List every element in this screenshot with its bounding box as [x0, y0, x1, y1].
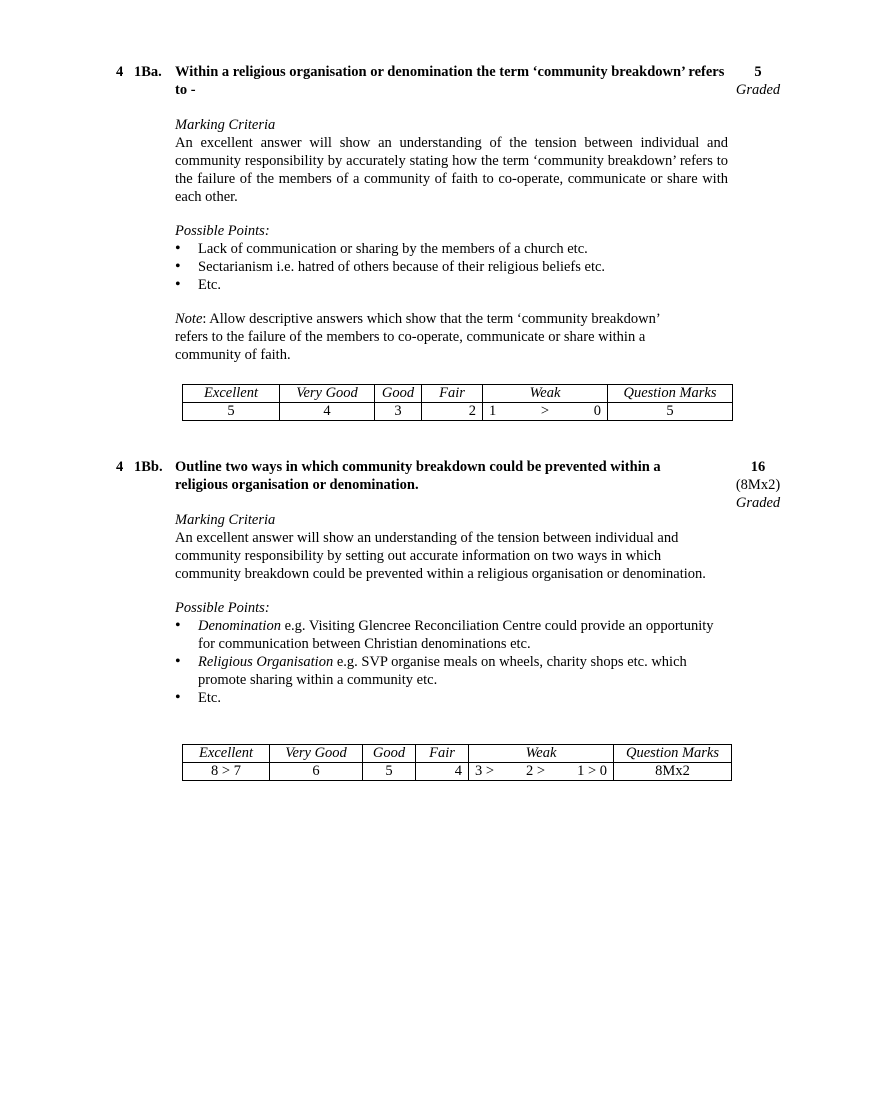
list-item: • Religious Organisation e.g. SVP organise meals on wheels, charity shops etc. which promote sharing within a community etc. [175, 653, 723, 689]
weak-part: 1 [489, 403, 497, 419]
table-header-row [183, 745, 732, 763]
value-good: 5 [363, 763, 416, 781]
weak-part: 0 [593, 403, 601, 419]
list-item: • Lack of communication or sharing by the members of a church etc. [175, 240, 728, 258]
criteria-text: An excellent answer will show an understanding of the tension between individual and community responsibility by setting out accurate information on two ways in which community breakdown could be prevented within a religious organisation or denomination. [175, 530, 706, 582]
note [175, 310, 695, 364]
weak-part: 3 > [475, 763, 495, 779]
question-number: 4 [116, 459, 124, 475]
value-weak [469, 763, 614, 781]
list-item: • Etc. [175, 689, 723, 707]
table-header-row [183, 385, 733, 403]
header-weak: Weak [483, 385, 608, 403]
value-question-marks: 5 [608, 403, 733, 421]
value-fair: 2 [422, 403, 483, 421]
answer-guide-1ba [175, 116, 728, 364]
table-row [183, 403, 733, 421]
header-fair: Fair [416, 745, 469, 763]
list-item: • Denomination e.g. Visiting Glencree Reconciliation Centre could provide an opportunity for communication between Christian denominations etc. [175, 617, 723, 653]
possible-points-list [175, 240, 728, 294]
header-good: Good [375, 385, 422, 403]
marks-total: 5 [754, 64, 762, 80]
grade-table-1ba [182, 384, 733, 421]
possible-points-list [175, 617, 723, 707]
question-title: Within a religious organisation or denomination the term ‘community breakdown’ refers to - [175, 64, 725, 98]
marks-column [728, 458, 788, 512]
weak-part: 2 > [526, 763, 546, 779]
weak-part: > [540, 403, 550, 419]
value-weak [483, 403, 608, 421]
criteria-heading: Marking Criteria [175, 512, 276, 528]
question-title: Outline two ways in which community breakdown could be prevented within a religious organisation or denomination. [175, 459, 661, 493]
list-item: • Sectarianism i.e. hatred of others because of their religious beliefs etc. [175, 258, 728, 276]
header-question-marks: Question Marks [614, 745, 732, 763]
question-id: 1Ba. [134, 64, 162, 80]
header-question-marks: Question Marks [608, 385, 733, 403]
points-heading: Possible Points: [175, 223, 270, 239]
criteria-text: An excellent answer will show an understanding of the tension between individual and community responsibility by accurately stating how the term ‘community breakdown’ refers to the failure of the members of a community of faith to co-operate, communicate or share with each other. [175, 135, 728, 205]
marks-total: 16 [750, 459, 766, 475]
value-very-good: 6 [270, 763, 363, 781]
value-excellent: 8 > 7 [183, 763, 270, 781]
answer-guide-1bb [175, 511, 723, 707]
header-good: Good [363, 745, 416, 763]
weak-part: 1 > 0 [577, 763, 607, 779]
header-very-good: Very Good [270, 745, 363, 763]
note-label: Note [175, 311, 203, 327]
criteria-heading: Marking Criteria [175, 117, 276, 133]
list-item: • Etc. [175, 276, 728, 294]
header-very-good: Very Good [280, 385, 375, 403]
header-excellent: Excellent [183, 745, 270, 763]
header-fair: Fair [422, 385, 483, 403]
value-good: 3 [375, 403, 422, 421]
note-text: : Allow descriptive answers which show that the term ‘community breakdown’ refers to the failure of the members to co-operate, communicate or share within a community of faith. [175, 311, 660, 363]
marks-breakdown: (8Mx2) [735, 477, 781, 493]
question-id: 1Bb. [134, 459, 163, 475]
header-weak: Weak [469, 745, 614, 763]
marks-column [728, 63, 788, 99]
grade-table-1bb [182, 744, 732, 781]
marks-type: Graded [735, 495, 781, 511]
value-fair: 4 [416, 763, 469, 781]
header-excellent: Excellent [183, 385, 280, 403]
question-number: 4 [116, 64, 124, 80]
points-heading: Possible Points: [175, 600, 270, 616]
value-question-marks: 8Mx2 [614, 763, 732, 781]
marks-type: Graded [735, 82, 781, 98]
value-excellent: 5 [183, 403, 280, 421]
table-row [183, 763, 732, 781]
value-very-good: 4 [280, 403, 375, 421]
